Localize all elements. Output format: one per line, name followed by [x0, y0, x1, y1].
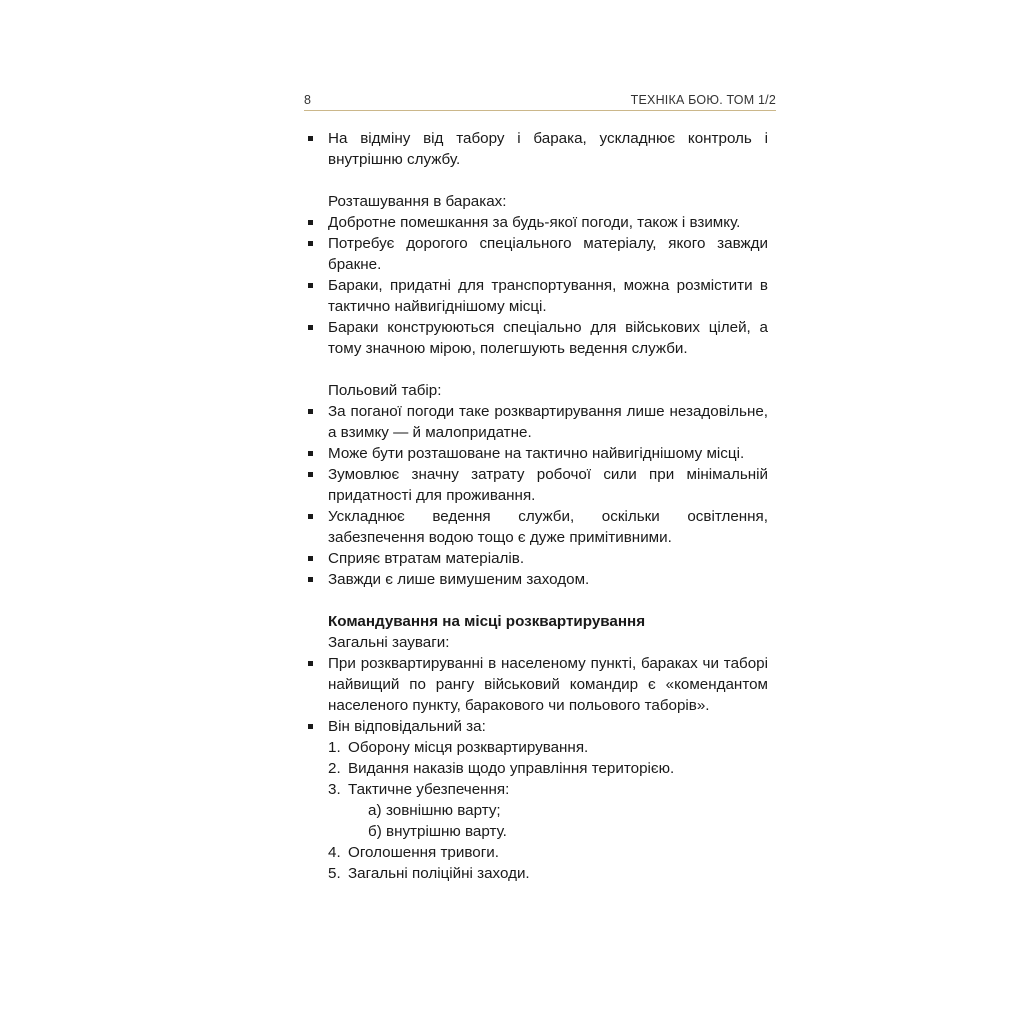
list-item: Добротне помешкання за будь-якої погоди, також і взимку.: [306, 212, 768, 233]
numbered-item: [328, 842, 768, 863]
item-text: внутрішню варту.: [386, 823, 507, 840]
page-header: [304, 90, 776, 111]
item-letter: а): [368, 802, 382, 819]
running-title: ТЕХНІКА БОЮ. ТОМ 1/2: [630, 93, 776, 107]
bullet-list-barracks: [306, 212, 768, 359]
item-text: Загальні поліційні заходи.: [348, 865, 530, 882]
list-item: Сприяє втратам матеріалів.: [306, 548, 768, 569]
item-text: зовнішню варту;: [386, 802, 501, 819]
list-item: Бараки конструюються спеціально для військових цілей, а тому значною мірою, полегшують ведення служби.: [306, 317, 768, 359]
item-number: 4.: [328, 844, 341, 861]
page-body: [306, 128, 768, 884]
list-item: Бараки, придатні для транспортування, можна розмістити в тактично найвигіднішому місці.: [306, 275, 768, 317]
item-number: 2.: [328, 760, 341, 777]
page-number: 8: [304, 93, 311, 107]
item-letter: б): [368, 823, 382, 840]
lettered-item: [368, 821, 768, 842]
lettered-item: [368, 800, 768, 821]
item-text: Оборону місця розквартирування.: [348, 739, 589, 756]
list-item: Ускладнює ведення служби, оскільки освітлення, забезпечення водою тощо є дуже примітивними.: [306, 506, 768, 548]
subsection-label-general: Загальні зауваги:: [328, 634, 450, 651]
list-item: За поганої погоди таке розквартирування лише незадовільне, а взимку — й малопридатне.: [306, 401, 768, 443]
list-item: Може бути розташоване на тактично найвигіднішому місці.: [306, 443, 768, 464]
item-number: 1.: [328, 739, 341, 756]
list-item: При розквартируванні в населеному пункті, бараках чи таборі найвищий по рангу військовий командир є «комендантом населеного пункту, баракового чи польового таборів».: [306, 653, 768, 716]
item-text: Оголошення тривоги.: [348, 844, 499, 861]
item-text: Видання наказів щодо управління територією.: [348, 760, 675, 777]
list-item: Завжди є лише вимушеним заходом.: [306, 569, 768, 590]
numbered-item: [328, 737, 768, 758]
numbered-item: [328, 758, 768, 779]
list-item: Він відповідальний за:: [306, 716, 768, 737]
list-item: На відміну від табору і барака, ускладнює контроль і внутрішню службу.: [306, 128, 768, 170]
subsection-label-barracks: Розташування в бараках:: [328, 193, 507, 210]
bullet-list-field-camp: [306, 401, 768, 590]
subsection-label-field-camp: Польовий табір:: [328, 382, 442, 399]
numbered-item: [328, 863, 768, 884]
list-item: Потребує дорогого спеціального матеріалу, якого завжди бракне.: [306, 233, 768, 275]
lettered-list: [348, 800, 768, 842]
section-heading: Командування на місці розквартирування: [328, 613, 646, 630]
numbered-list: [306, 737, 768, 884]
numbered-item: [328, 779, 768, 842]
item-number: 3.: [328, 781, 341, 798]
bullet-list-command: [306, 653, 768, 737]
list-item: Зумовлює значну затрату робочої сили при мінімальній придатності для проживання.: [306, 464, 768, 506]
bullet-list-control: [306, 128, 768, 170]
item-number: 5.: [328, 865, 341, 882]
item-text: Тактичне убезпечення:: [348, 781, 510, 798]
